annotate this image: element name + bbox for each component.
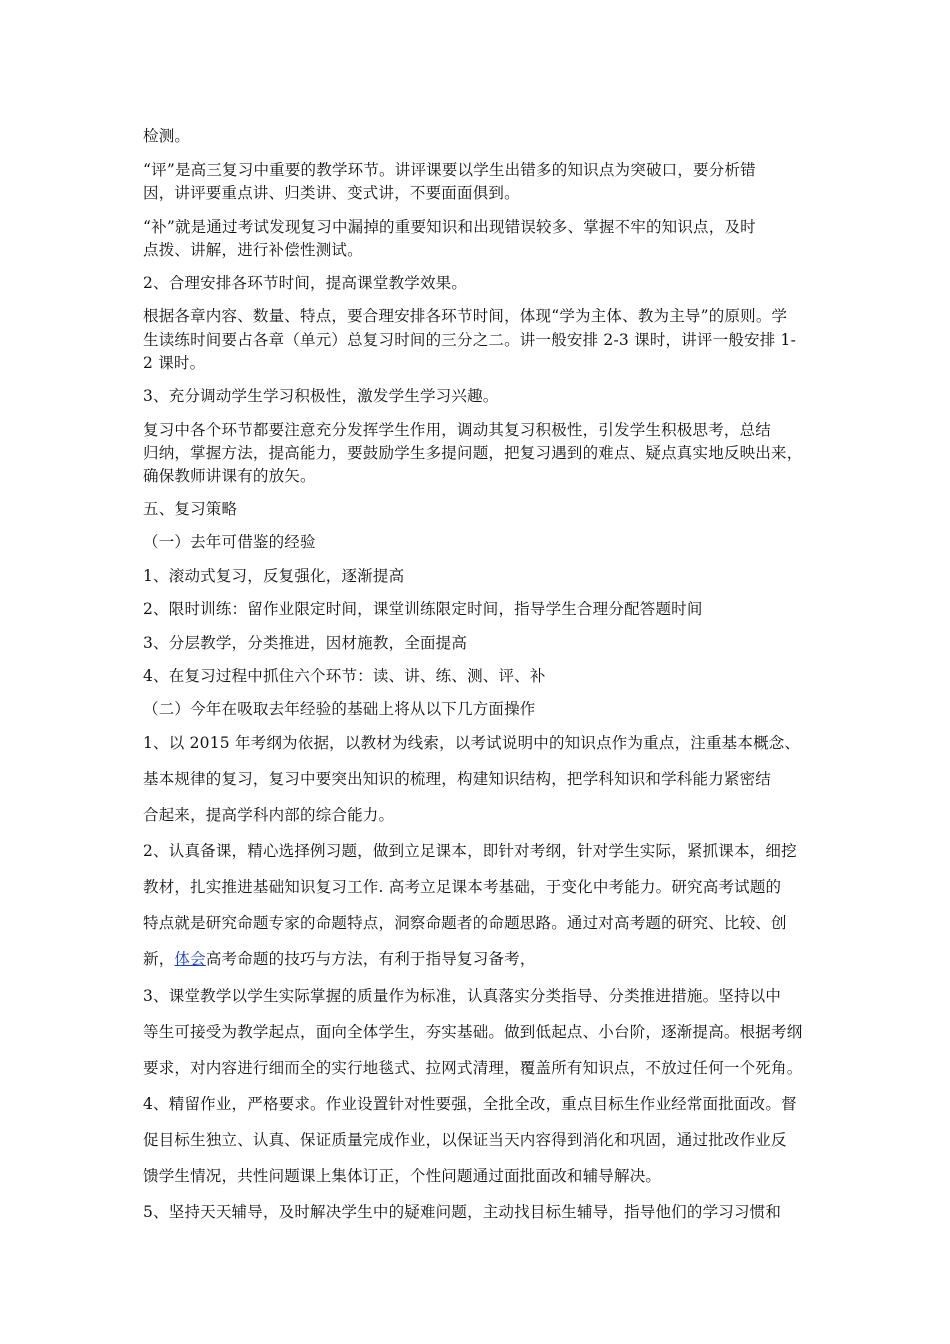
list-item: 4、在复习过程中抓住六个环节：读、讲、练、测、评、补 (143, 667, 546, 685)
text-line: 检测。 (143, 127, 191, 145)
text-line: 4、精留作业，严格要求。作业设置针对性要强，全批全改，重点目标生作业经常面批面改。督 (143, 1095, 797, 1113)
tihui-link[interactable]: 体会 (174, 950, 206, 968)
text-line: 3、课堂教学以学生实际掌握的质量作为标准，认真落实分类指导、分类推进措施。坚持以中 (143, 987, 782, 1005)
text-line: 等生可接受为教学起点，面向全体学生，夯实基础。做到低起点、小台阶，逐渐提高。根据考纲 (143, 1023, 803, 1041)
text-line: “评”是高三复习中重要的教学环节。讲评课要以学生出错多的知识点为突破口，要分析错 (143, 161, 756, 179)
link-suffix: 高考命题的技巧与方法，有利于指导复习备考， (205, 950, 536, 968)
list-item: 1、滚动式复习，反复强化，逐渐提高 (143, 567, 405, 585)
text-line-with-link (143, 949, 813, 969)
text-line: 基本规律的复习，复习中要突出知识的梳理，构建知识结构，把学科知识和学科能力紧密结 (143, 770, 772, 788)
text-line: 生读练时间要占各章（单元）总复习时间的三分之二。讲一般安排 2-3 课时，讲评一般安排 1- (143, 331, 797, 349)
text-line: 要求，对内容进行细而全的实行地毯式、拉网式清理，覆盖所有知识点，不放过任何一个死角。 (143, 1059, 803, 1077)
list-item: 3、分层教学，分类推进，因材施教，全面提高 (143, 634, 468, 652)
text-line: 5、坚持天天辅导，及时解决学生中的疑难问题，主动找目标生辅导，指导他们的学习习惯和 (143, 1203, 782, 1221)
text-line: 1、以 2015 年考纲为依据，以教材为线索，以考试说明中的知识点作为重点，注重基本概念、 (143, 734, 801, 752)
text-line: 2 课时。 (143, 354, 206, 372)
text-line: 根据各章内容、数量、特点，要合理安排各环节时间，体现“学为主体、教为主导”的原则。学 (143, 307, 788, 325)
text-line: 特点就是研究命题专家的命题特点，洞察命题者的命题思路。通过对高考题的研究、比较、创 (143, 914, 787, 932)
text-line: 馈学生情况，共性问题课上集体订正，个性问题通过面批面改和辅导解决。 (143, 1167, 662, 1185)
text-line: 教材，扎实推进基础知识复习工作. 高考立足课本考基础，于变化中考能力。研究高考试题的 (143, 878, 782, 896)
section-heading: 五、复习策略 (143, 500, 238, 518)
text-line: 促目标生独立、认真、保证质量完成作业，以保证当天内容得到消化和巩固，通过批改作业反 (143, 1131, 787, 1149)
link-prefix: 新， (143, 950, 175, 968)
subsection-heading: （一）去年可借鉴的经验 (143, 533, 316, 551)
section-heading: 3、充分调动学生学习积极性，激发学生学习兴趣。 (143, 387, 499, 405)
subsection-heading: （二）今年在吸取去年经验的基础上将从以下几方面操作 (143, 700, 536, 718)
text-line: 2、认真备课，精心选择例习题，做到立足课本，即针对考纲，针对学生实际，紧抓课本，细挖 (143, 842, 797, 860)
list-item: 2、限时训练：留作业限定时间，课堂训练限定时间，指导学生合理分配答题时间 (143, 600, 703, 618)
text-line: 复习中各个环节都要注意充分发挥学生作用，调动其复习积极性，引发学生积极思考，总结 (143, 421, 772, 439)
text-line: 归纳，掌握方法，提高能力，要鼓励学生多提问题，把复习遇到的难点、疑点真实地反映出来， (143, 444, 803, 462)
text-line: 点拨、讲解，进行补偿性测试。 (143, 241, 363, 259)
text-line: 因，讲评要重点讲、归类讲、变式讲，不要面面俱到。 (143, 184, 520, 202)
section-heading: 2、合理安排各环节时间，提高课堂教学效果。 (143, 274, 468, 292)
text-line: 确保教师讲课有的放矢。 (143, 467, 316, 485)
text-line: “补”就是通过考试发现复习中漏掉的重要知识和出现错误较多、掌握不牢的知识点，及时 (143, 218, 756, 236)
text-line: 合起来，提高学科内部的综合能力。 (143, 806, 395, 824)
